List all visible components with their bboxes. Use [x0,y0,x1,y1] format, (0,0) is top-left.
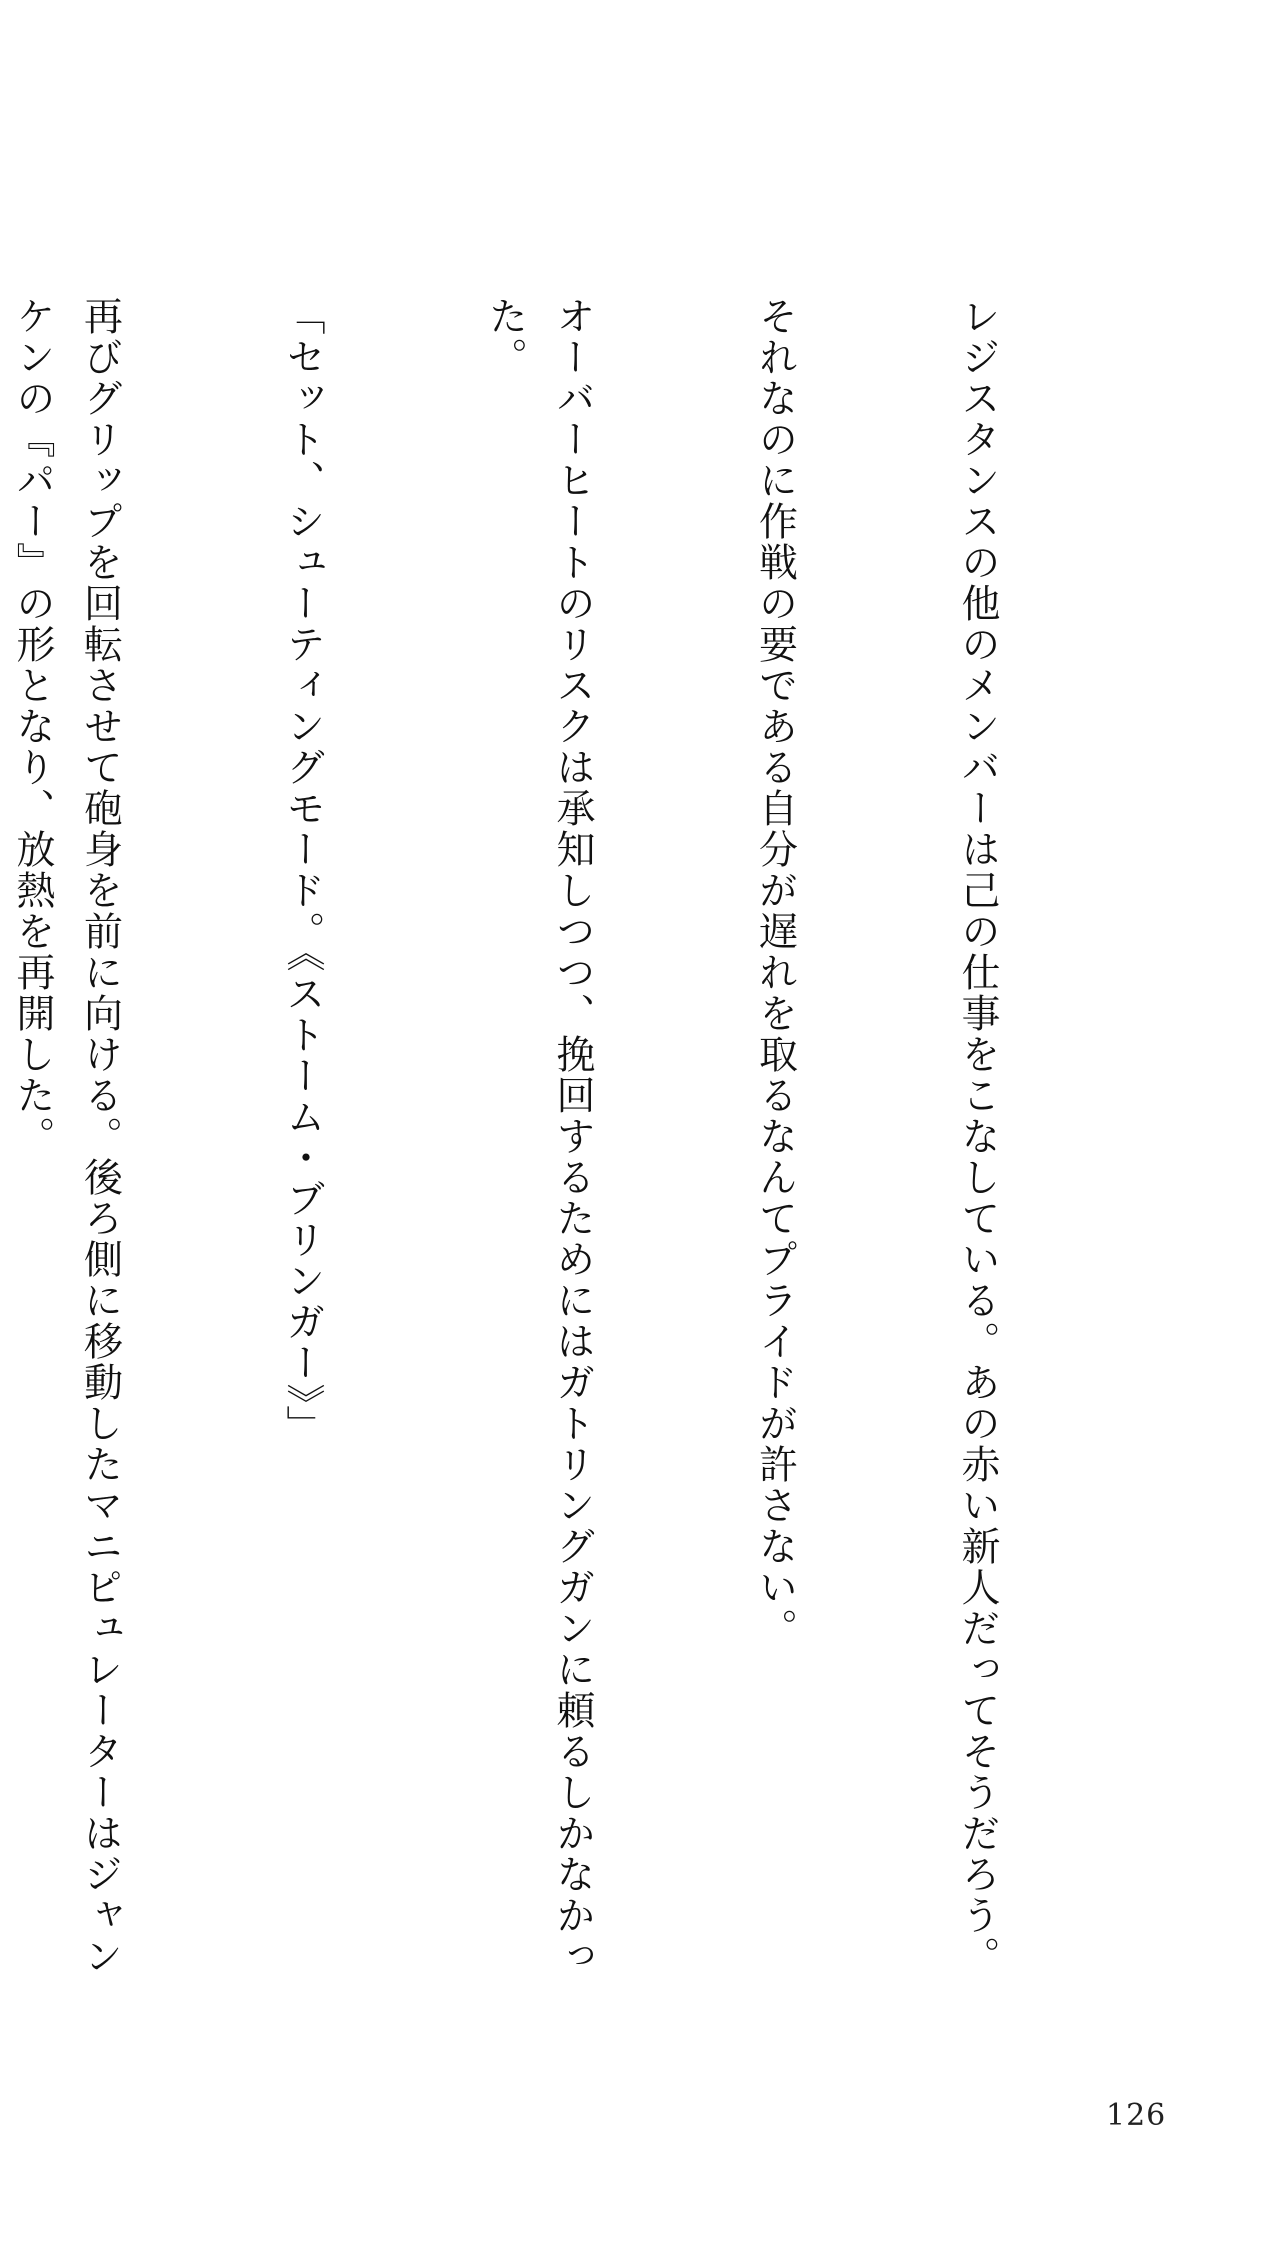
paragraph-2: それなのに作戦の要である自分が遅れを取るなんてプライドが許さない。 [752,296,798,1649]
paragraph-3: オーバーヒートのリスクは承知しつつ、挽回するためにはガトリングガンに頼るしかなかった。 [482,296,595,1977]
body-text [0,296,1146,1996]
paragraph-5: 再びグリップを回転させて砲身を前に向ける。後ろ側に移動したマニピュレーターはジャンケンの『パー』の形となり、放熱を再開した。 [10,296,123,1977]
paragraph-4: 「セット、シューティングモード。《ストーム・ブリンガー》」 [280,296,325,1446]
paragraph-1: レジスタンスの他のメンバーは己の仕事をこなしている。あの赤い新人だってそうだろう。 [955,296,1000,1977]
page-number: 126 [1106,2098,1167,2133]
